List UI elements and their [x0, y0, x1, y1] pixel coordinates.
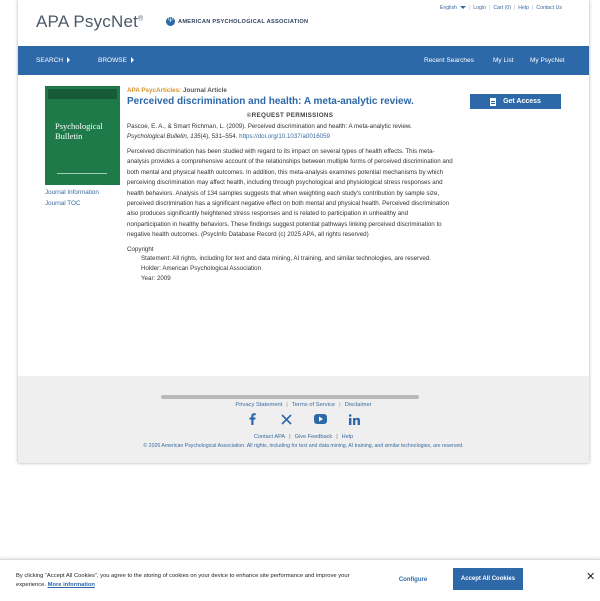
footer-help-link[interactable]: Help	[341, 434, 354, 440]
footer-secondary-links	[18, 434, 589, 440]
configure-cookies-button[interactable]: Configure	[398, 576, 428, 583]
abstract: Perceived discrimination has been studied with regard to its impact on several types of health effects. This meta-analysis provides a comprehensive account of the relationships between multiple forms of perceived discrimination and both mental and physical health outcomes. In addition, this meta-analysis examines potential mechanisms by which perceiving discrimination may affect health, including through psychological and physiological stress responses and health behaviors. Analysis of 134 samples suggests that when weighting each study's contribution by sample size, perceived discrimination has a significant negative effect on both mental and physical health. Perceived discrimination also produces significantly heightened stress responses and is related to participation in unhealthy and nonparticipation in healthy behaviors. These findings suggest potential pathways linking perceived discrimination to negative health outcomes. (PsycInfo Database Record (c) 2025 APA, all rights reserved)	[127, 148, 453, 239]
citation	[127, 122, 453, 142]
terms-of-service-link[interactable]: Terms of Service	[291, 402, 336, 408]
document-icon	[490, 98, 496, 106]
accept-all-cookies-button[interactable]: Accept All Cookies	[453, 568, 523, 590]
help-link[interactable]: Help	[518, 5, 529, 11]
disclaimer-link[interactable]: Disclaimer	[344, 402, 372, 408]
cart-link[interactable]: Cart (0)	[493, 5, 511, 11]
social-links	[18, 413, 589, 425]
cover-title-line1: Psychological	[55, 121, 103, 131]
nav-search-label: SEARCH	[36, 57, 64, 64]
request-permissions-link[interactable]: ©REQUEST PERMISSIONS	[246, 112, 334, 119]
journal-toc-link[interactable]: Journal TOC	[45, 200, 81, 207]
linkedin-icon[interactable]	[348, 413, 362, 425]
apa-logo[interactable]	[166, 17, 308, 26]
main-nav	[18, 46, 589, 75]
divider: |	[488, 5, 491, 11]
cover-footer-rule	[57, 173, 107, 179]
cover-title	[55, 121, 103, 141]
linkedin-glyph	[349, 414, 360, 425]
close-icon[interactable]: ✕	[586, 571, 596, 583]
chevron-down-icon	[460, 6, 466, 9]
x-glyph	[281, 414, 292, 425]
citation-issue: (4), 531–554.	[200, 133, 238, 140]
copyright-holder: Holder: American Psychological Association	[141, 265, 262, 273]
cookie-message	[16, 572, 366, 590]
divider: |	[531, 5, 534, 11]
cookie-banner	[0, 559, 600, 601]
logo-reg: ®	[138, 15, 144, 23]
nav-browse-label: BROWSE	[98, 57, 127, 64]
divider: |	[286, 402, 288, 408]
psycnet-logo[interactable]	[36, 12, 143, 32]
apa-seal-icon: Ψ	[167, 18, 173, 24]
contact-apa-link[interactable]: Contact APA	[253, 434, 286, 440]
footer	[18, 376, 589, 463]
divider: |	[336, 434, 338, 440]
nav-browse[interactable]	[98, 46, 134, 75]
nav-search[interactable]	[36, 46, 70, 75]
logo-text: APA PsycNet	[36, 12, 139, 31]
cookie-text: By clicking “Accept All Cookies”, you agree to the storing of cookies on your device to enhance site performance and improve your experience.	[16, 573, 350, 588]
cover-header-bar	[48, 89, 117, 99]
database-name: APA PsycArticles:	[127, 87, 182, 94]
apa-org-name: AMERICAN PSYCHOLOGICAL ASSOCIATION	[178, 18, 309, 25]
utility-links	[437, 5, 565, 11]
header	[18, 0, 589, 46]
youtube-glyph	[314, 414, 327, 424]
article-record	[127, 87, 453, 285]
more-information-link[interactable]: More information	[47, 582, 95, 588]
facebook-glyph	[249, 413, 256, 425]
journal-information-link[interactable]: Journal Information	[45, 189, 99, 196]
caret-right-icon	[67, 57, 70, 63]
document-type: Journal Article	[183, 87, 227, 94]
divider: |	[468, 5, 471, 11]
footer-copyright: © 2026 American Psychological Association. All rights, including for text and data mining, AI training, and similar technologies, are reserved.	[143, 443, 464, 449]
language-select[interactable]	[437, 5, 469, 11]
nav-my-psycnet[interactable]: My PsycNet	[530, 57, 565, 64]
nav-my-list[interactable]: My List	[493, 57, 514, 64]
caret-right-icon	[131, 57, 134, 63]
get-access-button[interactable]	[470, 94, 561, 109]
nav-recent-searches[interactable]: Recent Searches	[424, 57, 474, 64]
copyright-details	[141, 254, 453, 285]
give-feedback-link[interactable]: Give Feedback	[294, 434, 333, 440]
doi-link[interactable]: https://doi.org/10.1037/a0016059	[239, 133, 330, 140]
login-link[interactable]: Login	[473, 5, 486, 11]
copyright-statement: Statement: All rights, including for text and data mining, AI training, and similar technologies, are reserved.	[141, 254, 431, 262]
facebook-icon[interactable]	[246, 413, 260, 425]
citation-journal: Psychological Bulletin, 135	[127, 133, 201, 140]
journal-cover[interactable]	[45, 86, 120, 185]
citation-authors: Pascoe, E. A., & Smart Richman, L. (2009). Perceived discrimination and health: A meta-analytic review.	[127, 123, 412, 130]
page-container	[18, 0, 589, 463]
contact-link[interactable]: Contact Us	[536, 5, 562, 11]
copyright-label: Copyright	[127, 245, 154, 253]
get-access-label: Get Access	[503, 98, 541, 105]
language-label: English	[439, 5, 457, 11]
horizontal-scrollbar[interactable]	[161, 395, 419, 399]
article-title: Perceived discrimination and health: A meta-analytic review.	[127, 96, 414, 107]
divider: |	[339, 402, 341, 408]
divider: |	[513, 5, 516, 11]
divider: |	[289, 434, 291, 440]
footer-links	[18, 402, 589, 408]
youtube-icon[interactable]	[314, 413, 328, 425]
record-type	[127, 87, 453, 94]
privacy-statement-link[interactable]: Privacy Statement	[235, 402, 283, 408]
x-twitter-icon[interactable]	[280, 413, 294, 425]
cover-title-line2: Bulletin	[55, 131, 83, 141]
main-content	[18, 75, 589, 371]
copyright-year: Year: 2009	[141, 275, 171, 283]
